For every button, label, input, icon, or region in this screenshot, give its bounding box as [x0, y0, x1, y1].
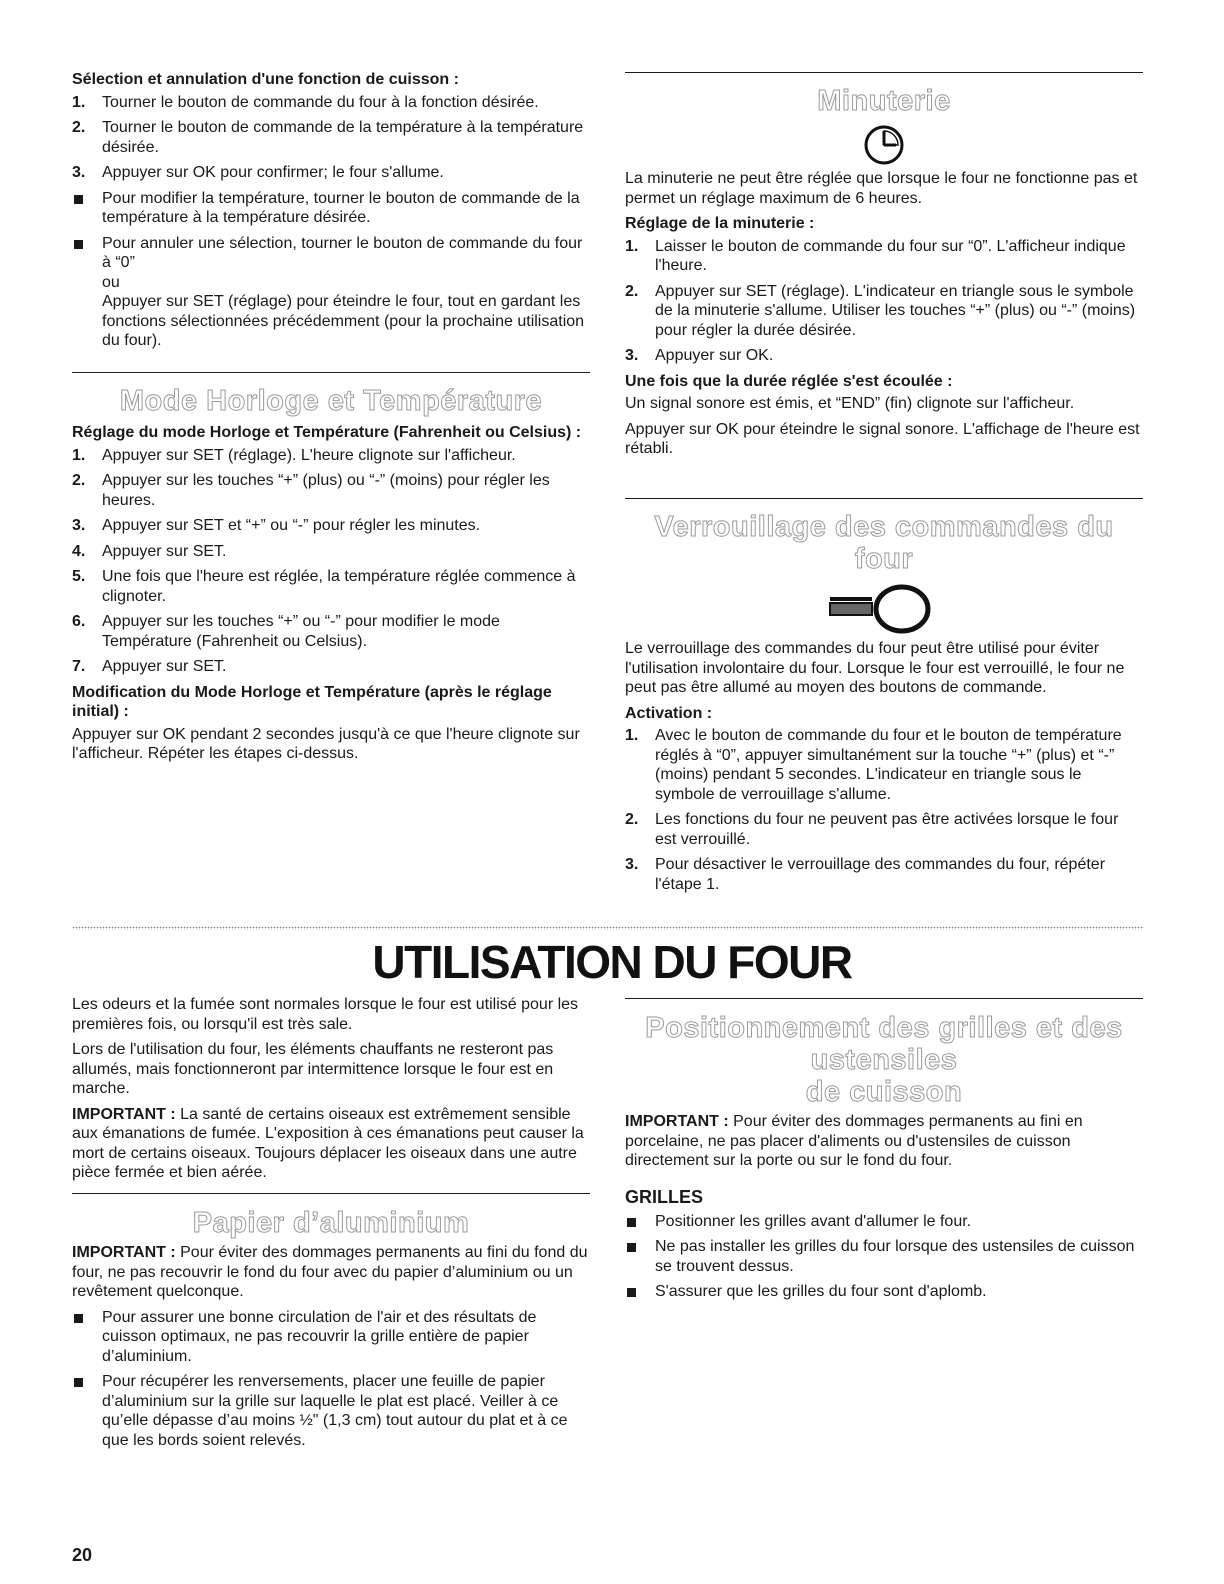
list-item: Pour annuler une sélection, tourner le bouton de commande du four à “0” ou Appuyer sur SET (réglage) pour éteindre le four, tout en gardant les fonctions sélectionnées précédemment (pour la prochaine utilisation du four).: [72, 234, 590, 351]
list-item: 3. Appuyer sur SET et “+” ou “-” pour régler les minutes.: [72, 517, 481, 534]
section-title: Verrouillage des commandes du four: [654, 511, 1114, 575]
list-item: Ne pas installer les grilles du four lorsque des ustensiles de cuisson se trouvent dessus.: [625, 1237, 1143, 1276]
list-item: 1. Laisser le bouton de commande du four sur “0”. L'afficheur indique l'heure.: [625, 237, 1126, 274]
cooking-selection-heading: Sélection et annulation d'une fonction de cuisson :: [72, 71, 459, 88]
clock-steps: [72, 446, 590, 677]
section-title: Papier d’aluminium: [192, 1207, 470, 1239]
list-item: Pour récupérer les renversements, placer une feuille de papier d’aluminium sur la grille sur laquelle le plat est placé. Veiller à ce qu’elle dépasse d’au moins ½" (1,3 cm) tout autour du plat et à ce que les bords soient relevés.: [72, 1372, 590, 1450]
list-item: 3. Appuyer sur OK.: [625, 347, 774, 364]
bullet-icon: [627, 1288, 636, 1297]
left-top-column: [72, 70, 590, 357]
list-item: 2. Appuyer sur les touches “+” (plus) ou “-” (moins) pour régler les heures.: [72, 472, 550, 509]
list-item: 3. Pour désactiver le verrouillage des commandes du four, répéter l'étape 1.: [625, 856, 1106, 893]
paragraph: Le verrouillage des commandes du four peut être utilisé pour éviter l'utilisation involontaire du four. Lorsque le four est verrouillé, le four ne peut pas être allumé au moyen des boutons de commande.: [625, 640, 1125, 696]
timer-icon: [625, 117, 1143, 169]
grilles-bullets: [625, 1212, 1143, 1302]
list-item: 1. Avec le bouton de commande du four et le bouton de température réglés à “0”, appuyer simultanément sur la touche “+” (plus) et “-” (moins) pendant 5 secondes. L'indicateur en triangle sous le symbole de verrouillage s'allume.: [625, 727, 1122, 803]
list-item: 3. Appuyer sur OK pour confirmer; le four s'allume.: [72, 164, 444, 181]
subheading: Activation :: [625, 704, 713, 722]
key-icon: [625, 575, 1143, 639]
racks-section: [625, 1012, 1143, 1308]
list-item: 1. Appuyer sur SET (réglage). L'heure clignote sur l'afficheur.: [72, 446, 516, 464]
section-title: Positionnement des grilles et des ustensiles de cuisson: [645, 1012, 1123, 1108]
subheading: Réglage du mode Horloge et Température (Fahrenheit ou Celsius) :: [72, 424, 582, 441]
subheading: Réglage de la minuterie :: [625, 215, 815, 232]
usage-section: [72, 995, 590, 1189]
list-item: Positionner les grilles avant d'allumer le four.: [625, 1212, 1143, 1232]
dotted-divider: [72, 926, 1144, 930]
section-title: Minuterie: [817, 85, 951, 117]
paragraph: Appuyer sur OK pour éteindre le signal sonore. L'affichage de l'heure est rétabli.: [625, 420, 1140, 457]
list-item: 2. Appuyer sur SET (réglage). L'indicateur en triangle sous le symbole de la minuterie s'allume. Utiliser les touches “+” (plus) ou “-” (moins) pour régler la durée désirée.: [625, 282, 1136, 339]
bullet-icon: [74, 1314, 83, 1323]
foil-section: [72, 1207, 590, 1456]
paragraph: La minuterie ne peut être réglée que lorsque le four ne fonctionne pas et permet un réglage maximum de 6 heures.: [625, 170, 1138, 207]
list-item: S'assurer que les grilles du four sont d'aplomb.: [625, 1282, 1143, 1302]
timer-steps: [625, 237, 1143, 366]
paragraph: Appuyer sur OK pendant 2 secondes jusqu'à ce que l'heure clignote sur l'afficheur. Répéter les étapes ci-dessus.: [72, 725, 580, 762]
bullet-icon: [74, 240, 83, 249]
timer-section: [625, 85, 1143, 465]
lock-section: [625, 511, 1143, 900]
divider: [625, 72, 1143, 73]
section-title: Mode Horloge et Température: [119, 385, 543, 417]
cooking-steps: [72, 93, 590, 351]
divider: [625, 998, 1143, 999]
list-item: Pour assurer une bonne circulation de l'air et des résultats de cuisson optimaux, ne pas recouvrir la grille entière de papier d’aluminium.: [72, 1308, 590, 1367]
paragraph: Les odeurs et la fumée sont normales lorsque le four est utilisé pour les premières fois, ou lorsqu'il est très sale.: [72, 996, 579, 1033]
list-item: 2. Tourner le bouton de commande de la température à la température désirée.: [72, 119, 584, 156]
bullet-icon: [74, 195, 83, 204]
paragraph: Un signal sonore est émis, et “END” (fin) clignote sur l'afficheur.: [625, 395, 1075, 412]
bullet-icon: [627, 1218, 636, 1227]
bullet-icon: [74, 1378, 83, 1387]
grilles-heading: GRILLES: [625, 1186, 704, 1207]
important-note: IMPORTANT : La santé de certains oiseaux est extrêmement sensible aux émanations de fumée. L'exposition à ces émanations peut causer la mort de certains oiseaux. Toujours déplacer les oiseaux dans une autre pièce fermée et bien aérée.: [72, 1105, 584, 1181]
list-item: 4. Appuyer sur SET.: [72, 542, 227, 560]
important-note: IMPORTANT : Pour éviter des dommages permanents au fini en porcelaine, ne pas placer d'aliments ou d'ustensiles de cuisson directement sur la porte ou sur le fond du four.: [625, 1113, 1083, 1169]
list-item: Pour modifier la température, tourner le bouton de commande de la température à la température désirée.: [72, 189, 590, 228]
divider: [625, 498, 1143, 499]
divider: [72, 372, 590, 373]
page-number: 20: [72, 1545, 93, 1565]
foil-bullets: [72, 1308, 590, 1451]
subheading: Modification du Mode Horloge et Température (après le réglage initial) :: [72, 683, 552, 720]
list-item: 1. Tourner le bouton de commande du four à la fonction désirée.: [72, 93, 539, 111]
paragraph: Lors de l'utilisation du four, les éléments chauffants ne resteront pas allumés, mais fonctionneront par intermittence lorsque le four est en marche.: [72, 1041, 554, 1097]
list-item: 5. Une fois que l'heure est réglée, la température réglée commence à clignoter.: [72, 568, 576, 605]
list-item: 6. Appuyer sur les touches “+” ou “-” pour modifier le mode Température (Fahrenheit ou Celsius).: [72, 613, 500, 650]
bullet-icon: [627, 1243, 636, 1252]
clock-mode-section: [72, 385, 590, 770]
subheading: Une fois que la durée réglée s'est écoulée :: [625, 372, 953, 390]
lock-steps: [625, 726, 1143, 894]
list-item: 2. Les fonctions du four ne peuvent pas être activées lorsque le four est verrouillé.: [625, 811, 1119, 848]
list-item: 7. Appuyer sur SET.: [72, 658, 227, 675]
divider: [72, 1193, 590, 1194]
page-title: UTILISATION DU FOUR: [372, 936, 852, 988]
important-note: IMPORTANT : Pour éviter des dommages permanents au fini du fond du four, ne pas recouvrir le fond du four avec du papier d’aluminium ou un revêtement quelconque.: [72, 1244, 588, 1300]
